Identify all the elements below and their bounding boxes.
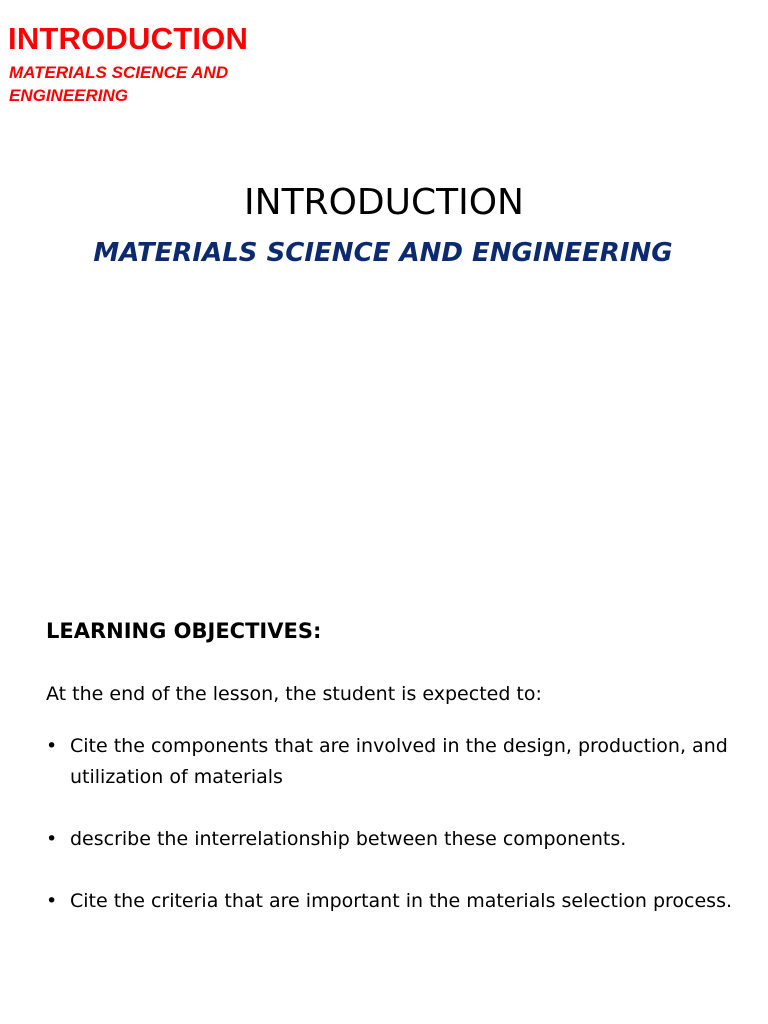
slide-title: INTRODUCTION — [244, 182, 524, 223]
objectives-intro: At the end of the lesson, the student is expected to: — [46, 683, 542, 705]
objective-item — [46, 824, 736, 855]
slide-subtitle: MATERIALS SCIENCE AND ENGINEERING — [93, 238, 673, 268]
header-title: INTRODUCTION — [8, 21, 249, 56]
objective-item — [46, 886, 736, 917]
objective-text: Cite the components that are involved in the design, production, and utilization of materials — [70, 735, 728, 788]
objectives-heading: LEARNING OBJECTIVES: — [46, 619, 322, 643]
bullet-icon: • — [46, 890, 58, 912]
bullet-icon: • — [46, 828, 58, 850]
objective-text: describe the interrelationship between these components. — [70, 828, 627, 850]
objectives-list — [46, 731, 736, 917]
learning-objectives-section — [46, 614, 736, 917]
bullet-icon: • — [46, 735, 58, 757]
header-subtitle: MATERIALS SCIENCE AND ENGINEERING — [9, 63, 229, 105]
objective-item — [46, 731, 736, 793]
objective-text: Cite the criteria that are important in the materials selection process. — [70, 890, 733, 912]
